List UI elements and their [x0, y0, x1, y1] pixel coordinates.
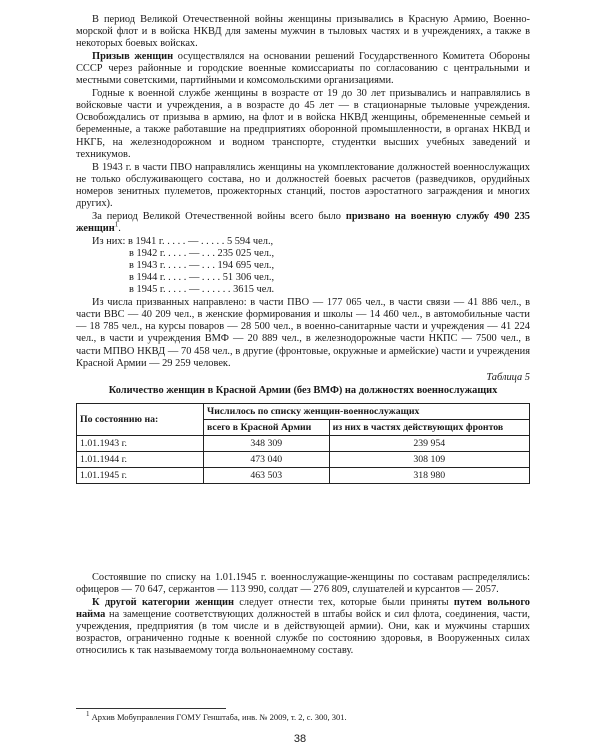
drafted-by-year-list [76, 236, 530, 296]
header-date: По состоянию на: [77, 403, 204, 435]
paragraph-conscription-intro: В период Великой Отечественной войны женщины призывались в Красную Армию, Военно-морской флот и в войска НКВД для замены мужчин в тыловых частях и в учреждениях, а также в некоторых боевых войсках. [76, 14, 530, 50]
paragraph-air-defense: В 1943 г. в части ПВО направлялись женщины на укомплектование должностей военнослужащих не только обслуживающего состава, но и должностей боевых расчетов (разведчиков, орудийных номеров зенитных пулеметов, прожекторных станций, постов аэростатного заграждения и многих других). [76, 161, 530, 209]
header-fronts: из них в частях действующих фронтов [329, 419, 529, 435]
cell-date: 1.01.1945 г. [77, 467, 204, 483]
cell-total: 463 503 [204, 467, 330, 483]
paragraph-age-rules: Годные к военной службе женщины в возрасте от 19 до 30 лет призывались и направлялись в войсковые части и учреждения, а в возрасте до 45 лет — в стационарные тыловые учреждения. Освобождались от призыва в армию, на флот и в войска НКВД женщины, обремененные семьей и беременные, а также работавшие на предприятиях оборонной промышленности, в органах НКВД и НКГБ, на железнодорожном и водном транспорте, студентки высших учебных заведений и техникумов. [76, 88, 530, 160]
bold-term: Призыв женщин [92, 51, 174, 63]
footnote: $^1$ Архив Мобуправления ГОМУ Генштаба, инв. № 2009, т. 2, с. 300, 301. [86, 710, 347, 722]
footnote-ref: 1 [114, 220, 119, 229]
cell-fronts: 239 954 [329, 435, 529, 451]
list-item: Из них: в 1941 г. . . . . — . . . . . 5 594 чел., [92, 235, 274, 247]
bold-term: путем вольного найма [76, 596, 530, 621]
table-row [77, 435, 530, 451]
cell-date: 1.01.1943 г. [77, 435, 204, 451]
list-item: в 1945 г. . . . . — . . . . . . 3615 чел. [129, 284, 275, 296]
paragraph-distribution: Из числа призванных направлено: в части ПВО — 177 065 чел., в части связи — 41 886 чел., в части ВВС — 40 209 чел., в женские формирования и школы — 14 460 чел., в автомобильные части — 18 785 чел., на курсы поваров — 28 500 чел., в военно-санитарные части и учреждения — 41 224 чел., в части и учреждения ВМФ — 20 889 чел., в железнодорожные части НКПС — 7500 чел., в части МПВО НКВД — 70 458 чел., в другие (фронтовые, окружные и армейские) части и учреждения Красной Армии — 29 259 человек. [76, 297, 530, 369]
header-group: Числилось по списку женщин-военнослужащих [204, 403, 530, 419]
footnote-divider [76, 708, 226, 709]
footnote-mark: 1 [86, 710, 90, 719]
body-text-lower [76, 572, 530, 658]
table-header-row [77, 403, 530, 419]
paragraph-civilian-hire: К другой категории женщин следует отнести тех, которые были приняты путем вольного найма на замещение соответствующих должностей в штабы войск и сил флота, соединения, части, учреждения, предприятия (в том числе и в действующей армии). Они, как и мужчины старших возрастов, ограниченно годные к военной службе по состоянию здоровья, в Вооруженных силах относились к так называемому тогда вольнонаемному составу. [76, 596, 530, 657]
header-total: всего в Красной Армии [204, 419, 330, 435]
paragraph-conscription-basis: Призыв женщин осуществлялся на основании решений Государственного Комитета Обороны СССР через районные и городские военные комиссариаты по согласованию с центральными и местными советскими, партийными и комсомольскими организациями. [76, 51, 530, 87]
page-number: 38 [293, 733, 307, 745]
women-count-table [76, 403, 530, 484]
cell-total: 473 040 [204, 451, 330, 467]
table-row [77, 451, 530, 467]
table-row [77, 467, 530, 483]
cell-fronts: 308 109 [329, 451, 529, 467]
cell-date: 1.01.1944 г. [77, 451, 204, 467]
body-text-upper [76, 14, 530, 484]
cell-total: 348 309 [204, 435, 330, 451]
table-number-label: Таблица 5 [486, 371, 530, 383]
list-item: в 1943 г. . . . . — . . . 194 695 чел., [129, 259, 275, 271]
bold-total: призвано на военную службу 490 235 женщин [76, 210, 530, 234]
cell-fronts: 318 980 [329, 467, 529, 483]
paragraph-ranks: Состоявшие по списку на 1.01.1945 г. военнослужащие-женщины по составам распределялись: офицеров — 70 647, сержантов — 113 990, солдат — 276 809, слушателей и курсантов — 2057. [76, 572, 530, 596]
list-item: в 1944 г. . . . . — . . . . 51 306 чел., [129, 271, 275, 283]
paragraph-total-drafted: За период Великой Отечественной войны всего было призвано на военную службу 490 235 женщин$^1$. [76, 210, 530, 234]
list-item: в 1942 г. . . . . — . . . 235 025 чел., [129, 247, 275, 259]
bold-term: К другой категории женщин [92, 596, 234, 608]
table-title: Количество женщин в Красной Армии (без ВМФ) на должностях военнослужащих [108, 384, 498, 396]
